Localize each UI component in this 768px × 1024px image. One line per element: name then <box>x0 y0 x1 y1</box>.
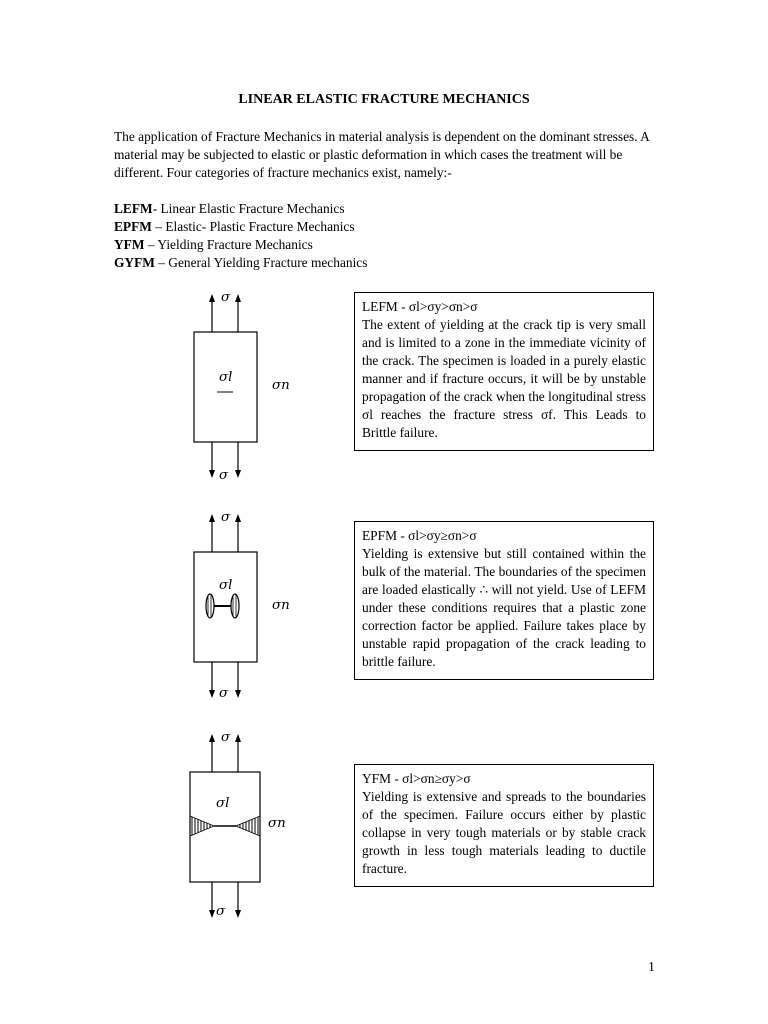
sigma-bottom-label: σ <box>219 468 229 483</box>
epfm-diagram <box>170 510 310 710</box>
sigma-top-label: σ <box>221 510 231 525</box>
box-body: Yielding is extensive but still contained within the bulk of the material. The boundaries of the specimen are loaded elastically ∴ will not yield. Use of LEFM under these conditions requires that a plastic zone correction factor be applied. Failure takes place by unstable rapid propagation of the crack leading to brittle failure. <box>362 546 646 669</box>
sigma-n-label: σn <box>272 378 290 393</box>
epfm-description-box <box>354 521 654 680</box>
yfm-description-box <box>354 764 654 887</box>
page-number: 1 <box>648 960 655 975</box>
sigma-bottom-label: σ <box>219 686 229 701</box>
page-title: LINEAR ELASTIC FRACTURE MECHANICS <box>238 92 530 107</box>
sigma-bottom-label: σ <box>216 904 226 919</box>
box-heading: YFM - σl>σn≥σy>σ <box>362 771 471 786</box>
box-body: The extent of yielding at the crack tip is very small and is limited to a zone in the immediate vicinity of the crack. The specimen is loaded in a purely elastic manner and if fracture occurs, it will be by unstable propagation of the crack when the longitudinal stress σl reaches the fracture stress σf. This Leads to Brittle failure. <box>362 317 646 440</box>
yfm-diagram <box>170 730 310 930</box>
category-item: LEFM- Linear Elastic Fracture Mechanics <box>114 201 345 216</box>
sigma-l-label: σl <box>216 796 230 811</box>
sigma-n-label: σn <box>268 816 286 831</box>
lefm-description-box <box>354 292 654 451</box>
box-heading: EPFM - σl>σy≥σn>σ <box>362 528 477 543</box>
sigma-l-label: σl <box>219 370 233 385</box>
intro-paragraph: The application of Fracture Mechanics in material analysis is dependent on the dominant stresses. A material may be subjected to elastic or plastic deformation in which cases the treatment will be different. Four categories of fracture mechanics exist, namely:- <box>114 129 650 180</box>
category-item: EPFM – Elastic- Plastic Fracture Mechanics <box>114 219 355 234</box>
category-item: YFM – Yielding Fracture Mechanics <box>114 237 313 252</box>
sigma-top-label: σ <box>221 290 231 305</box>
lefm-diagram <box>170 290 310 490</box>
sigma-l-label: σl <box>219 578 233 593</box>
box-heading: LEFM - σl>σy>σn>σ <box>362 299 478 314</box>
sigma-top-label: σ <box>221 730 231 745</box>
sigma-n-label: σn <box>272 598 290 613</box>
box-body: Yielding is extensive and spreads to the boundaries of the specimen. Failure occurs either by plastic collapse in very tough materials or by stable crack growth in less tough materials leading to ductile fracture. <box>362 789 646 876</box>
category-list <box>114 200 367 272</box>
category-item: GYFM – General Yielding Fracture mechanics <box>114 255 368 270</box>
